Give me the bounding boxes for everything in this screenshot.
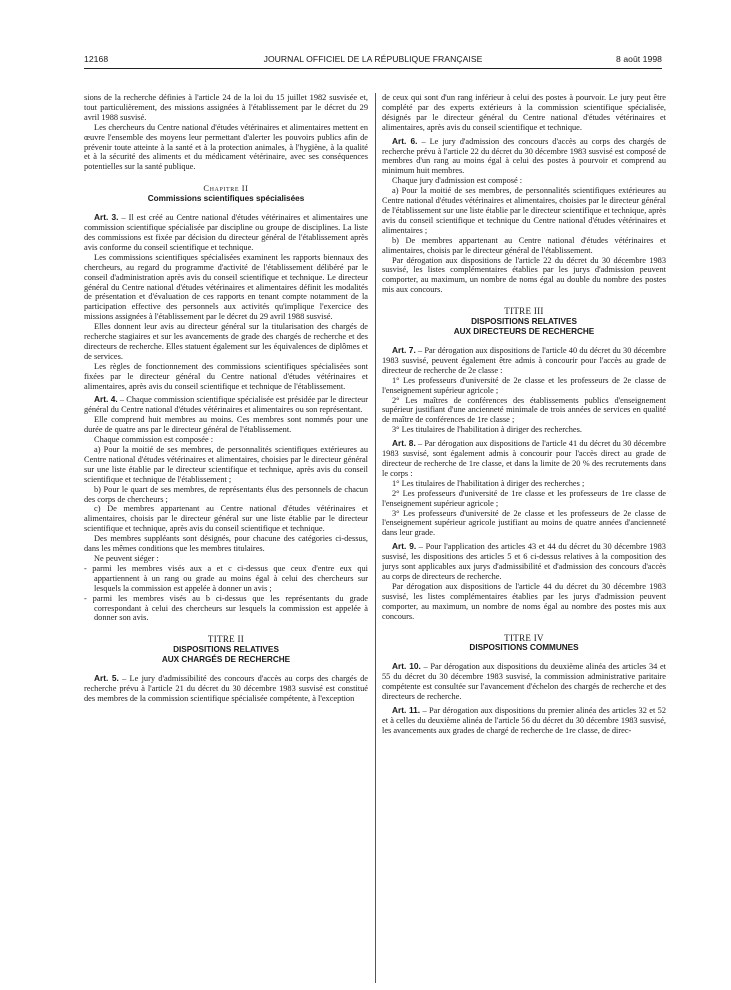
paragraph: 1° Les professeurs d'université de 2e classe et les professeurs de 2e classe de l'enseignement supérieur agricole ; [382, 375, 666, 395]
paragraph: 2° Les maîtres de conférences des établissements publics d'enseignement supérieur justifiant d'une ancienneté minimale de trois années de services en qualité de maître de conférences de 1re classe ; [382, 395, 666, 425]
title-heading: DISPOSITIONS RELATIVES AUX DIRECTEURS DE RECHERCHE [453, 317, 595, 337]
article-label: Art. 3. [94, 212, 119, 223]
paragraph: 1° Les titulaires de l'habilitation à diriger des recherches ; [392, 478, 585, 488]
article-text: – Le jury d'admission des concours d'accès au corps des chargés de recherche prévu à l'article 22 du décret du 30 décembre 1983 susvisé est composé de membres d'un rang au moins égal à celui des postes à pourvoir et comprend au minimum huit membres. [382, 136, 666, 176]
article-label: Art. 11. [392, 705, 421, 716]
article-8 [382, 439, 666, 479]
paragraph: Elle comprend huit membres au moins. Ces membres sont nommés pour une durée de quatre ans par le directeur général de l'établissement. [84, 415, 368, 435]
article-label: Art. 4. [94, 394, 118, 405]
article-text: – Par dérogation aux dispositions du deuxième alinéa des articles 34 et 55 du décret du 30 décembre 1983 susvisé, la commission administrative paritaire compétente est consultée sur l'avancement d'échelon des chargés de recherche et des directeurs de recherche. [382, 662, 666, 702]
article-label: Art. 9. [392, 541, 417, 552]
article-10 [382, 662, 666, 702]
article-6 [382, 137, 666, 177]
article-text: – Par dérogation aux dispositions de l'article 41 du décret du 30 décembre 1983 susvisé, sont également admis à concourir pour l'accès direct au grade de directeur de recherche de 1re classe, et dans la limite de 20 % des recrutements dans le corps : [382, 439, 666, 478]
article-label: Art. 5. [94, 673, 119, 684]
paragraph: Les commissions scientifiques spécialisées examinent les rapports biennaux des chercheurs, au regard du programme d'activité de l'établissement délibéré par le conseil d'administration après avis du conseil scientifique et technique. Le directeur général du Centre national d'études vétérinaires et alimentaires définit les modalités de présentation et d'évaluation de ces rapports en tenant compte notamment de la participation effective des personnels aux activités qu'implique l'exercice des missions assignées à l'établissement par le décret du 29 avril 1988 susvisé. [84, 252, 368, 322]
title-label: TITRE III [504, 306, 544, 317]
publication-date: 8 août 1998 [616, 54, 662, 64]
paragraph: de ceux qui sont d'un rang inférieur à celui des postes à pourvoir. Le jury peut être complété par des experts extérieurs à la commission scientifique spécialisée, désignés par le directeur général du Centre national d'études vétérinaires et alimentaires, après avis du conseil scientifique et technique. [382, 93, 666, 132]
paragraph: Des membres suppléants sont désignés, pour chacune des catégories ci-dessus, dans les mêmes conditions que les membres titulaires. [84, 534, 368, 554]
paragraph: a) Pour la moitié de ses membres, de personnalités scientifiques extérieures au Centre national d'études vétérinaires et alimentaires, choisies par le directeur général de l'établissement sur une liste établie par le directeur scientifique et technique, après avis du conseil scientifique et technique du Centre national d'études vétérinaires et alimentaires ; [382, 186, 666, 235]
article-7 [382, 346, 666, 376]
title-heading: DISPOSITIONS RELATIVES AUX CHARGÉS DE RECHERCHE [161, 645, 291, 665]
paragraph: Par dérogation aux dispositions de l'article 44 du décret du 30 décembre 1983 susvisé, les listes complémentaires établies par les jurys d'admission peuvent comporter, au maximum, un nombre de noms égal au nombre des postes mis aux concours. [382, 581, 666, 621]
right-column [382, 93, 666, 736]
article-text: – Pour l'application des articles 43 et 44 du décret du 30 décembre 1983 susvisé, les dispositions des articles 5 et 6 ci-dessus relatives à la composition des jurys sont applicables aux jurys d'admissibilité et d'admission des concours d'accès au corps de directeurs de recherche. [382, 542, 666, 581]
paragraph: c) De membres appartenant au Centre national d'études vétérinaires et alimentaires, choisis par le directeur général sur une liste établie par le directeur scientifique et technique, après avis du conseil scientifique et technique. [84, 504, 368, 534]
chapter-heading: Commissions scientifiques spécialisées [147, 194, 305, 204]
paragraph: a) Pour la moitié de ses membres, de personnalités scientifiques extérieures au Centre national d'études vétérinaires et alimentaires, choisies par le directeur général sur une liste établie par le directeur scientifique et technique, après avis du conseil scientifique et technique de l'établissement ; [84, 445, 368, 484]
paragraph: Les chercheurs du Centre national d'études vétérinaires et alimentaires mettent en œuvre l'ensemble des moyens leur permettant d'alerter les pouvoirs publics afin de prévenir toute atteinte à la santé et à la protection animales, à l'hygiène, à la qualité et à la sécurité des aliments et du médicament vétérinaire, avec ses conséquences potentielles sur la santé publique. [84, 122, 368, 172]
article-text: – Le jury d'admissibilité des concours d'accès au corps des chargés de recherche prévu à l'article 21 du décret du 30 décembre 1983 susvisé est constitué des membres de la commission scientifique spécialisée compétente, à l'exception [84, 674, 368, 704]
article-4 [84, 395, 368, 415]
article-text: – Par dérogation aux dispositions de l'article 40 du décret du 30 décembre 1983 susvisé, peuvent également être admis à concourir pour l'accès au grade de directeur de recherche de 2e classe : [382, 346, 666, 375]
article-3 [84, 213, 368, 253]
paragraph: Chaque commission est composée : [94, 435, 214, 445]
paragraph: Par dérogation aux dispositions de l'article 22 du décret du 30 décembre 1983 susvisé, les listes complémentaires établies par les jurys d'admission peuvent comporter, au maximum, un nombre de noms égal au double du nombre des postes mis aux concours. [382, 255, 666, 295]
list-item: - parmi les membres visés aux a et c ci-dessus que ceux d'entre eux qui appartiennent à un rang ou grade au moins égal à celui des chercheurs sur lesquels la commission est appelée à donner un avis ; [84, 564, 368, 594]
paragraph: Ne peuvent siéger : [94, 553, 159, 563]
page-number: 12168 [84, 54, 109, 64]
paragraph: 3° Les professeurs d'université de 2e classe et les professeurs de 2e classe de l'enseignement supérieur agricole justifiant au moins de quatre années d'ancienneté dans leur grade. [382, 508, 666, 538]
paragraph: sions de la recherche définies à l'article 24 de la loi du 15 juillet 1982 susvisée et, tout particulièrement, des missions assignées à l'établissement par le décret du 29 avril 1988 susvisé. [84, 93, 368, 122]
chapter-label: Chapitre II [203, 184, 249, 194]
page-header [84, 54, 662, 68]
article-label: Art. 10. [392, 661, 421, 672]
article-text: – Chaque commission scientifique spécialisée est présidée par le directeur général du Centre national d'études vétérinaires et alimentaires ou son représentant. [84, 395, 368, 415]
article-label: Art. 7. [392, 345, 416, 356]
article-5 [84, 674, 368, 704]
title-label: TITRE IV [504, 632, 544, 643]
paragraph: b) De membres appartenant au Centre national d'études vétérinaires et alimentaires, choisis par le directeur général de l'établissement. [382, 235, 666, 255]
paragraph: Chaque jury d'admission est composé : [392, 176, 523, 186]
article-label: Art. 8. [392, 438, 416, 449]
journal-title: JOURNAL OFFICIEL DE LA RÉPUBLIQUE FRANÇAISE [263, 54, 483, 64]
title-heading: DISPOSITIONS COMMUNES [469, 643, 579, 653]
article-9 [382, 542, 666, 582]
article-label: Art. 6. [392, 135, 418, 146]
left-column [84, 93, 368, 704]
list-item: - parmi les membres visés au b ci-dessus que les représentants du grade correspondant à celui des chercheurs sur lesquels la commission est appelée à donner son avis. [84, 594, 368, 624]
column-divider [375, 93, 376, 983]
paragraph: 3° Les titulaires de l'habilitation à diriger des recherches. [392, 425, 582, 435]
paragraph: 2° Les professeurs d'université de 1re classe et les professeurs de 1re classe de l'enseignement supérieur agricole ; [382, 488, 666, 508]
article-text: – Par dérogation aux dispositions du premier alinéa des articles 32 et 52 et à celles du deuxième alinéa de l'article 56 du décret du 30 décembre 1983 susvisé, les avancements aux grades de chargé de recherche de 1re classe, de direc- [382, 706, 667, 735]
article-text: – Il est créé au Centre national d'études vétérinaires et alimentaires une commission scientifique spécialisée par discipline ou groupe de disciplines. La liste des commissions est fixée par décision du directeur général de l'établissement après avis conforme du conseil scientifique et technique. [84, 213, 368, 252]
header-rule [84, 68, 662, 69]
title-label: TITRE II [207, 634, 245, 645]
paragraph: b) Pour le quart de ses membres, de représentants élus des personnels de chacun des corps de chercheurs ; [84, 484, 368, 504]
paragraph: Elles donnent leur avis au directeur général sur la titularisation des chargés de recherche stagiaires et sur les avancements de grade des chargés de recherche et des directeurs de recherche. Elles statuent également sur les équivalences de diplômes et de services. [84, 322, 368, 361]
paragraph: Les règles de fonctionnement des commissions scientifiques spécialisées sont fixées par le directeur général du Centre national d'études vétérinaires et alimentaires, après avis du conseil scientifique et technique de l'établissement. [84, 361, 368, 391]
article-11 [382, 706, 666, 736]
